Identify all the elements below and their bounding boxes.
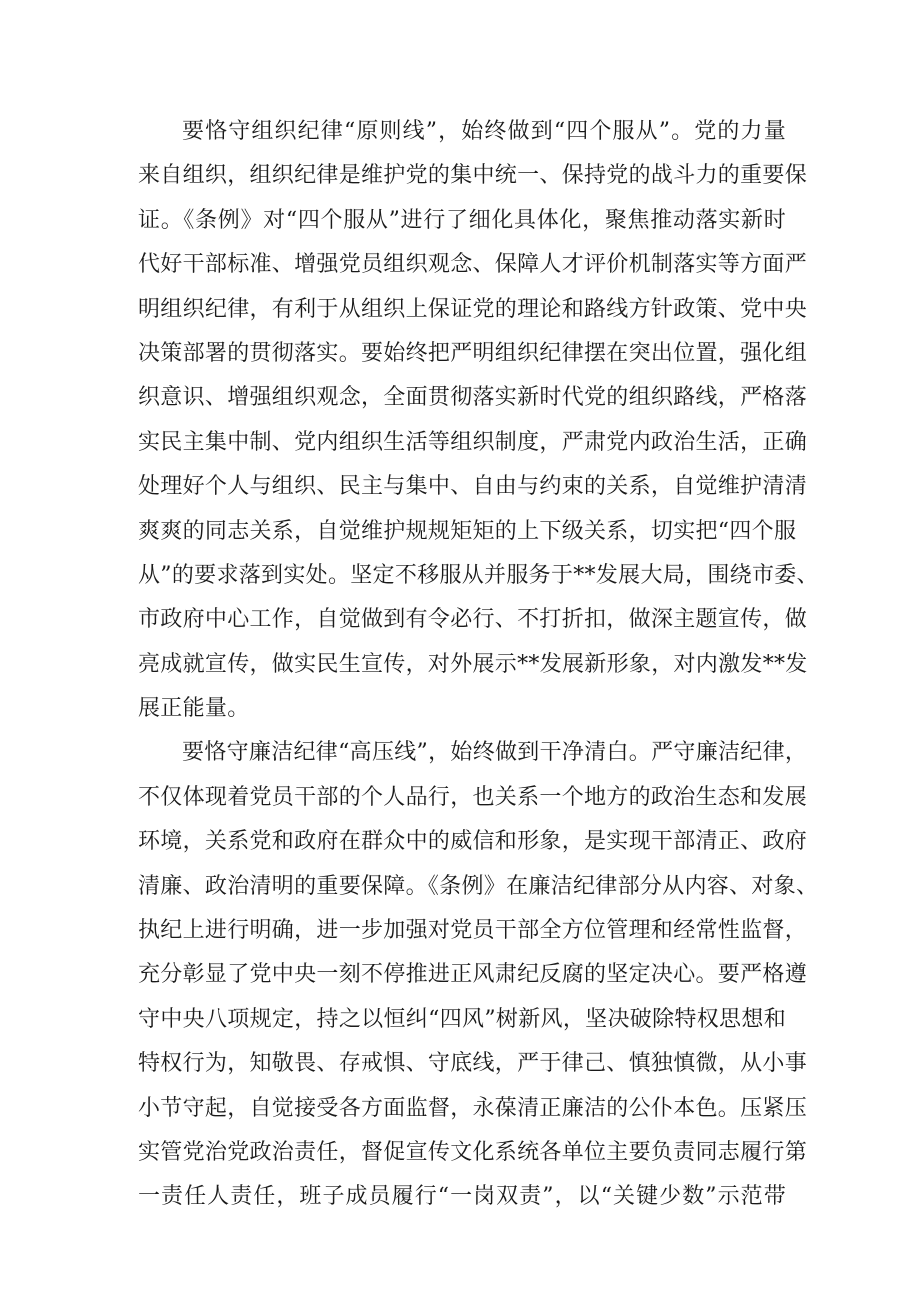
text-line: 充分彰显了党中央一刻不停推进正风肃纪反腐的坚定决心。要严格遵 [138,962,808,988]
text-line: 证。《条例》对“四个服从”进行了细化具体化，聚焦推动落实新时 [138,207,786,233]
document-body [138,110,819,1220]
text-line: 从”的要求落到实处。坚定不移服从并服务于**发展大局，围绕市委、 [138,562,819,588]
text-line: 织意识、增强组织观念，全面贯彻落实新时代党的组织路线，严格落 [138,385,808,411]
paragraph-integrity-discipline [138,731,819,1219]
text-line: 实民主集中制、党内组织生活等组织制度，严肃党内政治生活，正确 [138,429,808,455]
text-line: 亮成就宣传，做实民生宣传，对外展示**发展新形象，对内激发**发 [138,651,808,677]
text-line: 代好干部标准、增强党员组织观念、保障人才评价机制落实等方面严 [138,252,808,278]
text-line: 要恪守廉洁纪律“高压线”，始终做到干净清白。严守廉洁纪律， [182,740,808,766]
text-line: 环境，关系党和政府在群众中的威信和形象，是实现干部清正、政府 [138,829,808,855]
text-line: 市政府中心工作，自觉做到有令必行、不打折扣，做深主题宣传，做 [138,607,808,633]
text-line: 小节守起，自觉接受各方面监督，永葆清正廉洁的公仆本色。压紧压 [138,1095,808,1121]
text-line: 清廉、政治清明的重要保障。《条例》在廉洁纪律部分从内容、对象、 [138,873,819,899]
text-line: 要恪守组织纪律“原则线”，始终做到“四个服从”。党的力量 [182,119,786,144]
text-line: 实管党治党政治责任，督促宣传文化系统各单位主要负责同志履行第 [138,1139,808,1165]
text-line: 执纪上进行明确，进一步加强对党员干部全方位管理和经常性监督， [138,918,808,944]
text-line: 不仅体现着党员干部的个人品行，也关系一个地方的政治生态和发展 [138,784,808,810]
text-line: 明组织纪律，有利于从组织上保证党的理论和路线方针政策、党中央 [138,296,808,322]
text-line: 守中央八项规定，持之以恒纠“四风”树新风，坚决破除特权思想和 [138,1006,786,1032]
text-line: 爽爽的同志关系，自觉维护规规矩矩的上下级关系，切实把“四个服 [138,518,797,544]
text-line: 来自组织，组织纪律是维护党的集中统一、保持党的战斗力的重要保 [138,163,808,189]
text-line: 展正能量。 [138,696,250,722]
text-line: 特权行为，知敬畏、存戒惧、守底线，严于律己、慎独慎微，从小事 [138,1051,808,1077]
paragraph-organization-discipline [138,110,819,731]
text-line: 一责任人责任，班子成员履行“一岗双责”，以“关键少数”示范带 [138,1184,786,1210]
text-line: 处理好个人与组织、民主与集中、自由与约束的关系，自觉维护清清 [138,474,808,500]
text-line: 决策部署的贯彻落实。要始终把严明组织纪律摆在突出位置，强化组 [138,340,808,366]
